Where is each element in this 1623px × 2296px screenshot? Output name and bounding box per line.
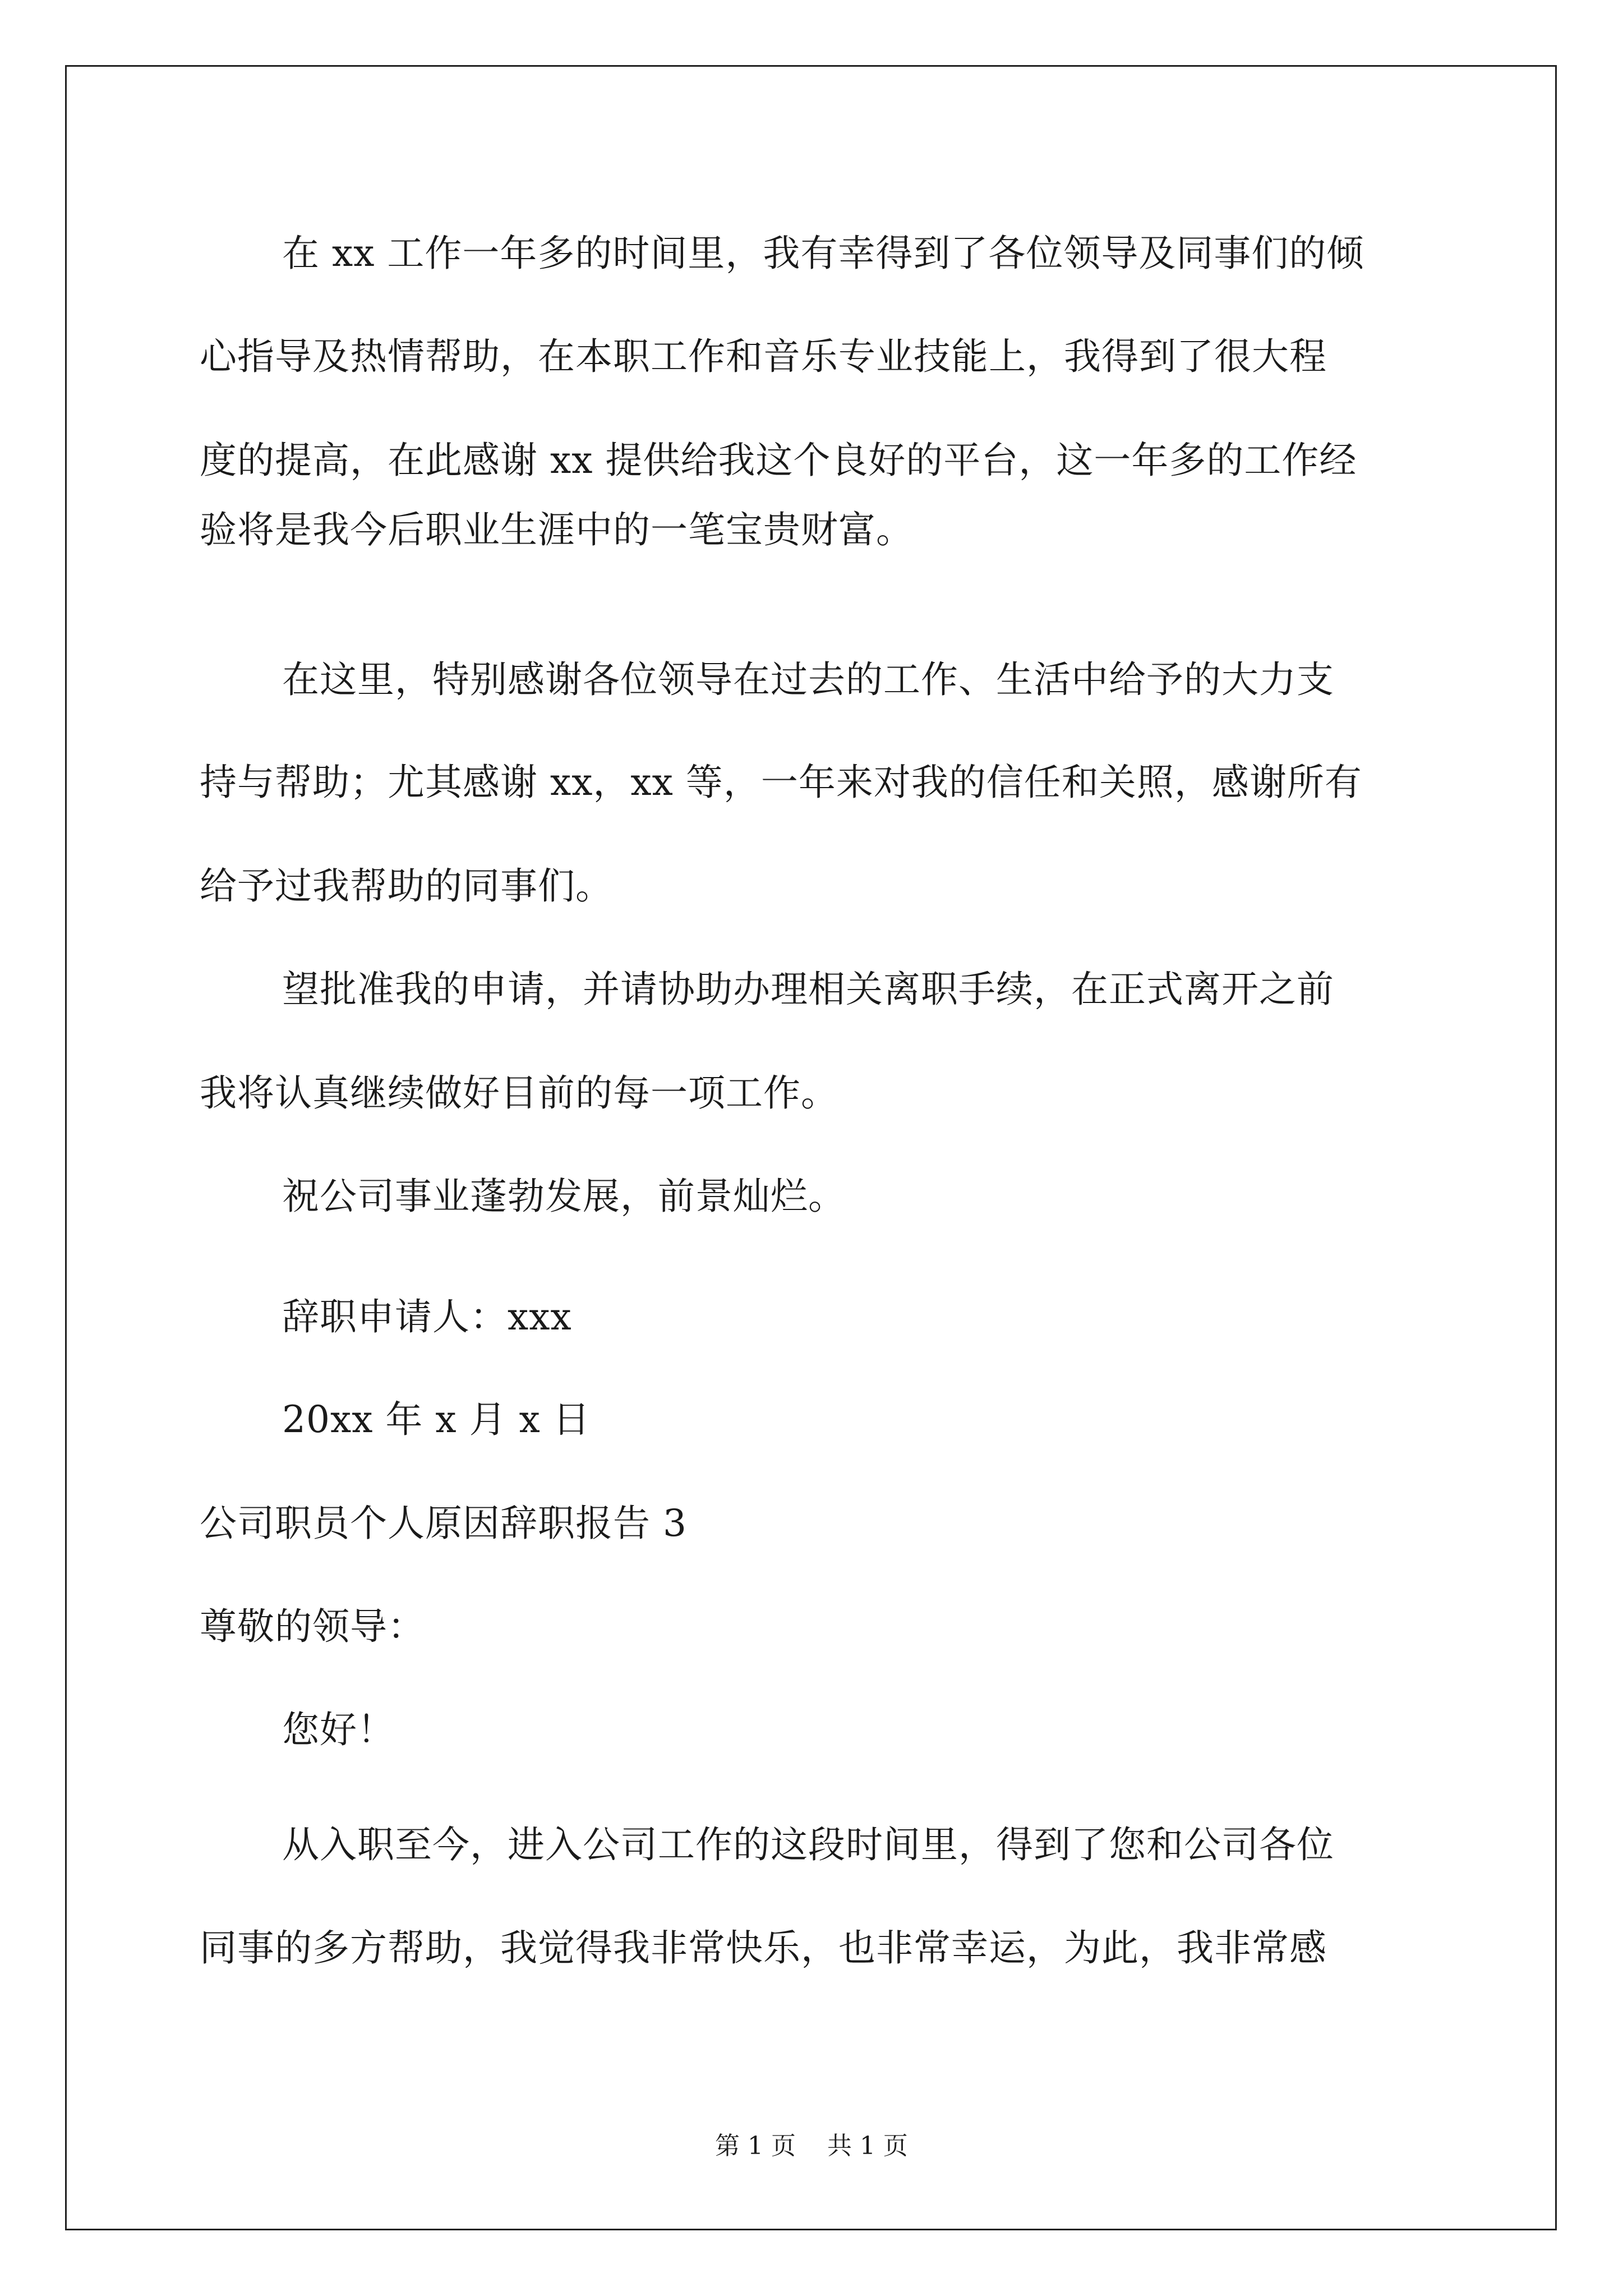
greeting: 您好！ [282, 1708, 395, 1751]
paragraph-line: 度的提高，在此感谢 xx 提供给我这个良好的平台，这一年多的工作经 [200, 439, 1357, 482]
signature-line: 辞职申请人：xxx [282, 1295, 572, 1338]
paragraph-line: 望批准我的申请，并请协助办理相关离职手续，在正式离开之前 [282, 968, 1334, 1011]
paragraph-line: 从入职至今，进入公司工作的这段时间里，得到了您和公司各位 [282, 1823, 1334, 1866]
date-line: 20xx 年 x 月 x 日 [282, 1398, 591, 1441]
page-border [65, 65, 1557, 2230]
paragraph-line: 心指导及热情帮助，在本职工作和音乐专业技能上，我得到了很大程 [200, 335, 1327, 378]
section-title: 公司职员个人原因辞职报告 3 [200, 1502, 687, 1545]
salutation: 尊敬的领导： [200, 1605, 425, 1648]
paragraph-line: 在这里，特别感谢各位领导在过去的工作、生活中给予的大力支 [282, 658, 1334, 701]
paragraph-line: 我将认真继续做好目前的每一项工作。 [200, 1071, 838, 1115]
closing-wish: 祝公司事业蓬勃发展，前景灿烂。 [282, 1175, 846, 1218]
paragraph-line: 同事的多方帮助，我觉得我非常快乐，也非常幸运，为此，我非常感 [200, 1926, 1327, 1970]
paragraph-line: 验将是我今后职业生涯中的一笔宝贵财富。 [200, 508, 914, 551]
paragraph-line: 给予过我帮助的同事们。 [200, 864, 613, 908]
page-number-footer: 第 1 页 共 1 页 [715, 2132, 908, 2160]
paragraph-line: 在 xx 工作一年多的时间里，我有幸得到了各位领导及同事们的倾 [282, 232, 1364, 275]
paragraph-line: 持与帮助；尤其感谢 xx，xx 等，一年来对我的信任和关照，感谢所有 [200, 761, 1362, 804]
